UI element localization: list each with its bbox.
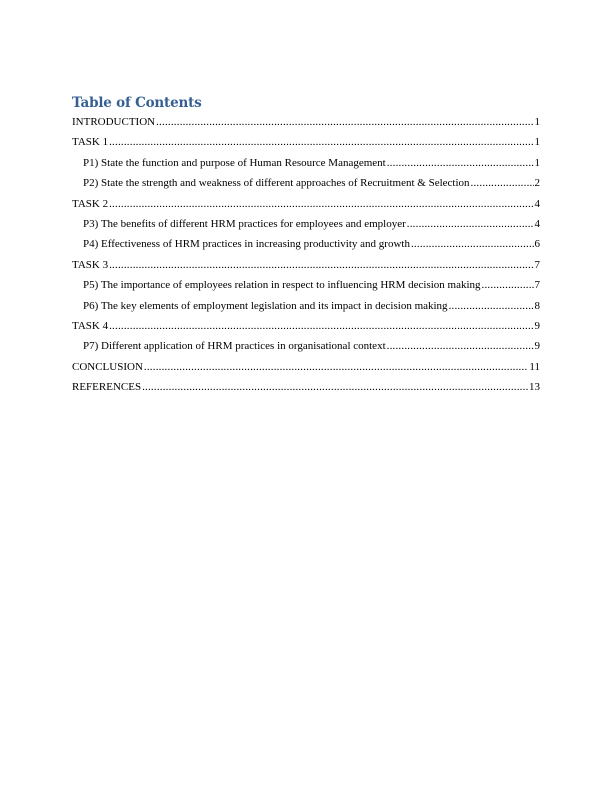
toc-entry-label: TASK 2	[72, 197, 109, 210]
toc-entry-label: CONCLUSION	[72, 360, 143, 373]
toc-entry-p6[interactable]	[72, 300, 540, 314]
toc-entry-label: P4) Effectiveness of HRM practices in increasing productivity and growth	[83, 238, 410, 251]
toc-entry-label: P2) State the strength and weakness of different approaches of Recruitment & Selection	[83, 177, 470, 190]
toc-entry-references[interactable]	[72, 381, 540, 395]
dot-leader	[387, 340, 534, 354]
toc-page-number: 11	[529, 360, 540, 373]
toc-page-number: 1	[534, 136, 540, 149]
toc-page-number: 9	[534, 340, 540, 353]
dot-leader	[482, 279, 534, 293]
toc-page-number: 1	[534, 116, 540, 128]
toc-entry-label: INTRODUCTION	[72, 116, 156, 128]
dot-leader	[109, 136, 533, 150]
toc-entry-task-2[interactable]	[72, 198, 540, 212]
dot-leader	[109, 320, 533, 334]
toc-page-number: 6	[534, 238, 540, 251]
toc-entry-label: TASK 4	[72, 319, 109, 332]
toc-entry-p1[interactable]	[72, 157, 540, 171]
dot-leader	[156, 116, 533, 130]
toc-title: Table of Contents	[72, 95, 202, 111]
toc-entry-p4[interactable]	[72, 238, 540, 252]
toc-entry-p3[interactable]	[72, 218, 540, 232]
toc-entry-label: P6) The key elements of employment legislation and its impact in decision making	[83, 299, 448, 312]
dot-leader	[411, 238, 534, 252]
toc-page-number: 4	[534, 217, 540, 230]
table-of-contents	[72, 116, 540, 401]
toc-page-number: 2	[534, 177, 540, 190]
toc-page-number: 7	[534, 258, 540, 271]
toc-entry-task-4[interactable]	[72, 320, 540, 334]
dot-leader	[449, 300, 534, 314]
dot-leader	[407, 218, 534, 232]
toc-entry-label: TASK 1	[72, 136, 109, 149]
toc-entry-introduction[interactable]	[72, 116, 540, 130]
dot-leader	[144, 361, 529, 375]
toc-entry-label: TASK 3	[72, 258, 109, 271]
toc-entry-task-3[interactable]	[72, 259, 540, 273]
toc-page-number: 1	[534, 156, 540, 169]
toc-entry-task-1[interactable]	[72, 136, 540, 150]
dot-leader	[109, 198, 533, 212]
dot-leader	[387, 157, 534, 171]
toc-page-number: 7	[534, 279, 540, 292]
toc-entry-p7[interactable]	[72, 340, 540, 354]
toc-page-number: 8	[534, 299, 540, 312]
toc-entry-label: P5) The importance of employees relation in respect to influencing HRM decision making	[83, 279, 481, 292]
dot-leader	[142, 381, 528, 395]
toc-entry-p2[interactable]	[72, 177, 540, 191]
toc-page-number: 9	[534, 319, 540, 332]
toc-entry-p5[interactable]	[72, 279, 540, 293]
toc-entry-label: P3) The benefits of different HRM practices for employees and employer	[83, 217, 406, 230]
toc-page-number: 4	[534, 197, 540, 210]
toc-entry-conclusion[interactable]	[72, 361, 540, 375]
toc-page-number: 13	[529, 381, 540, 394]
toc-entry-label: P7) Different application of HRM practices in organisational context	[83, 340, 386, 353]
toc-entry-label: P1) State the function and purpose of Human Resource Management	[83, 156, 386, 169]
toc-entry-label: REFERENCES	[72, 381, 142, 394]
dot-leader	[109, 259, 533, 273]
dot-leader	[471, 177, 534, 191]
